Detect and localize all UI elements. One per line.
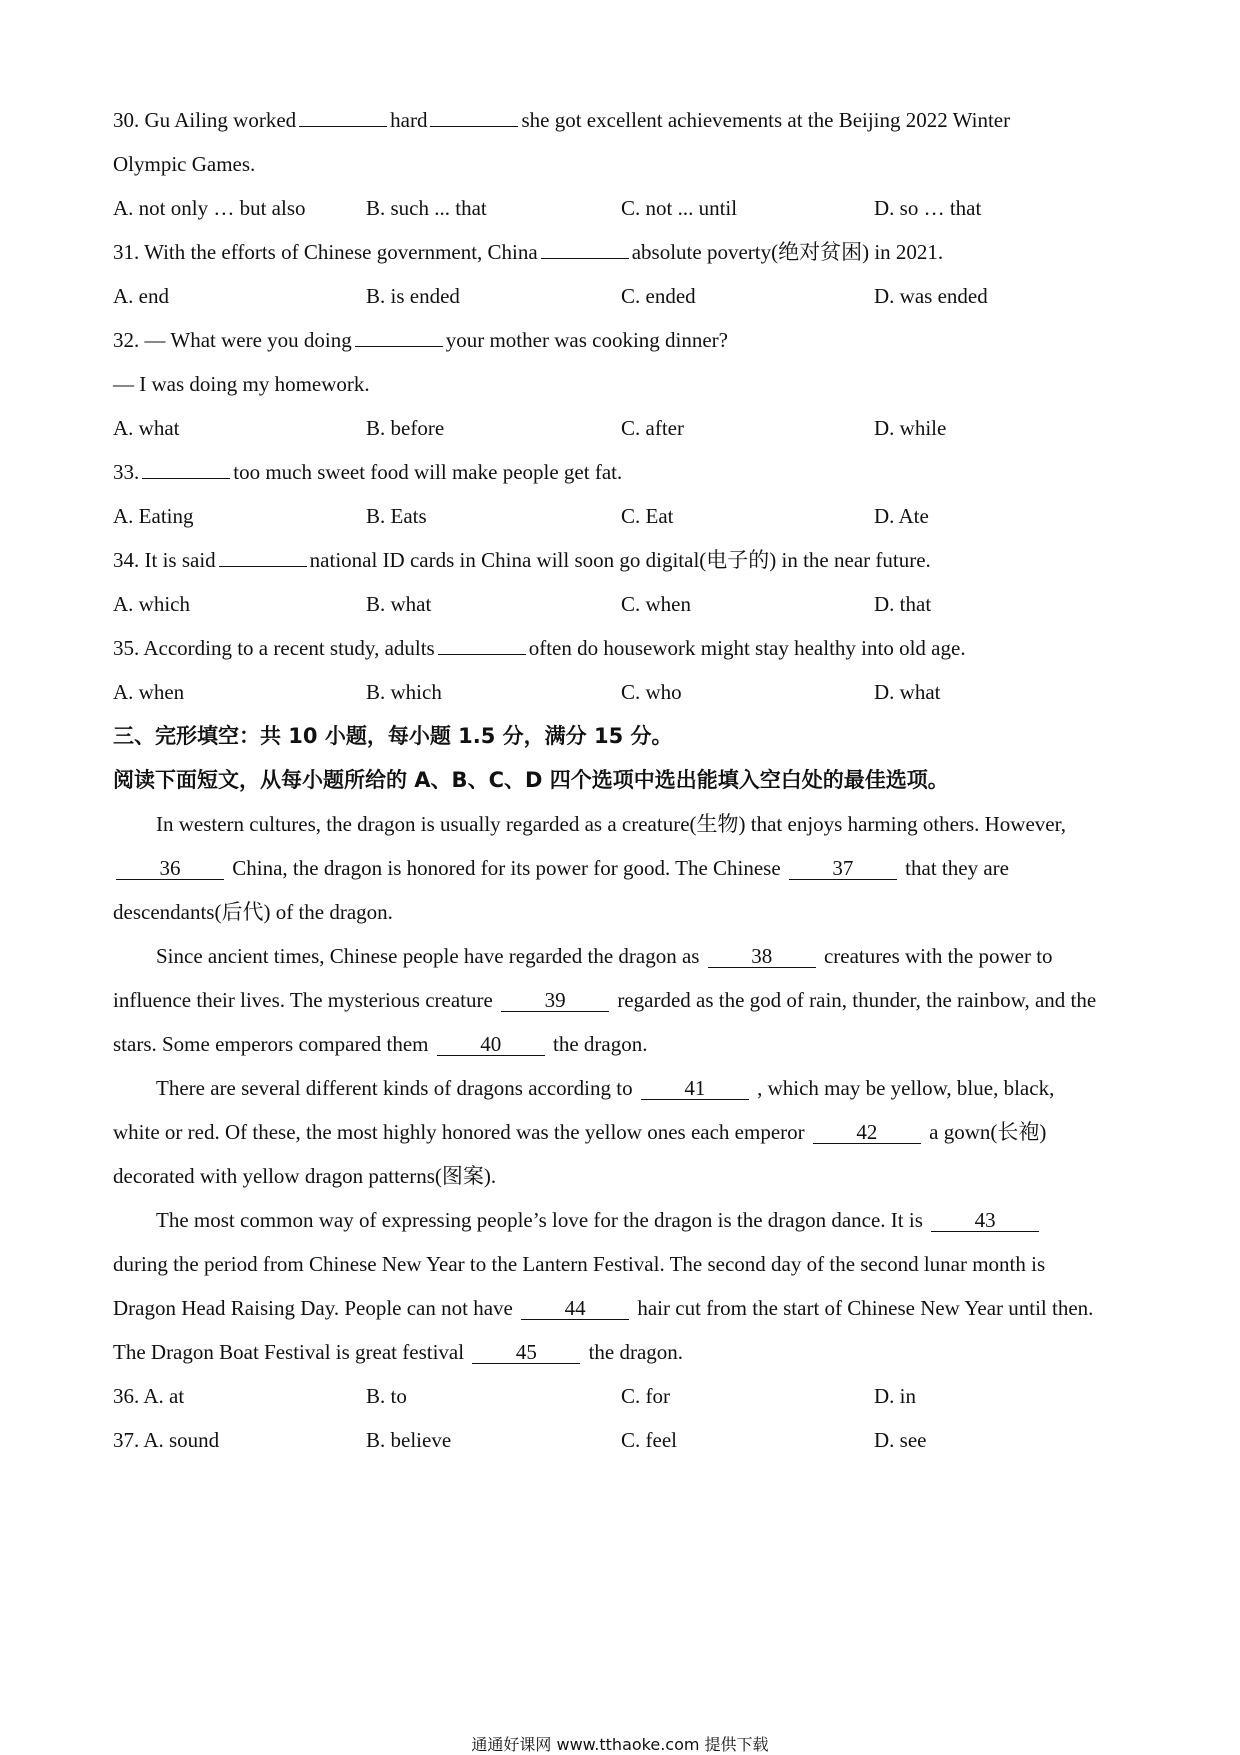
- numbered-blank: 38: [708, 945, 816, 968]
- numbered-blank: 42: [813, 1121, 921, 1144]
- numbered-blank: 44: [521, 1297, 629, 1320]
- option-d: D. see: [874, 1428, 927, 1452]
- passage-line: The Dragon Boat Festival is great festival 45 the dragon.: [113, 1340, 684, 1364]
- page-footer: 通通好课网 www.tthaoke.com 提供下载: [471, 1735, 769, 1754]
- option-a: 36. A. at: [113, 1384, 185, 1408]
- option-b: B. what: [366, 592, 432, 616]
- question-31-stem: 31. With the efforts of Chinese government, China absolute poverty(绝对贫困) in 2021.: [113, 240, 944, 264]
- passage-line: decorated with yellow dragon patterns(图案).: [113, 1164, 497, 1188]
- answer-blank: [438, 636, 526, 655]
- option-d: D. while: [874, 416, 947, 440]
- answer-blank: [355, 328, 443, 347]
- option-b: B. before: [366, 416, 445, 440]
- passage-line: white or red. Of these, the most highly honored was the yellow ones each emperor 42 a gown(长袍): [113, 1120, 1047, 1144]
- option-a: A. when: [113, 680, 185, 704]
- option-b: B. believe: [366, 1428, 452, 1452]
- option-a: A. Eating: [113, 504, 194, 528]
- option-a: A. which: [113, 592, 190, 616]
- option-c: C. feel: [621, 1428, 677, 1452]
- numbered-blank: 45: [472, 1341, 580, 1364]
- numbered-blank: 39: [501, 989, 609, 1012]
- option-b: B. to: [366, 1384, 407, 1408]
- answer-blank: [541, 240, 629, 259]
- numbered-blank: 41: [641, 1077, 749, 1100]
- option-a: A. what: [113, 416, 180, 440]
- passage-line: stars. Some emperors compared them 40 the dragon.: [113, 1032, 648, 1056]
- option-a: A. end: [113, 284, 169, 308]
- option-c: C. for: [621, 1384, 670, 1408]
- passage-line: influence their lives. The mysterious creature 39 regarded as the god of rain, thunder, the rainbow, and the: [113, 988, 1097, 1012]
- option-c: C. Eat: [621, 504, 674, 528]
- question-30-stem-cont: Olympic Games.: [113, 152, 256, 176]
- passage-line: descendants(后代) of the dragon.: [113, 900, 393, 924]
- option-d: D. Ate: [874, 504, 929, 528]
- option-a: A. not only … but also: [113, 196, 306, 220]
- passage-line: There are several different kinds of dragons according to 41 , which may be yellow, blue, black,: [156, 1076, 1055, 1100]
- answer-blank: [299, 108, 387, 127]
- passage-line: The most common way of expressing people’s love for the dragon is the dragon dance. It is 43: [156, 1206, 1140, 1234]
- question-35-stem: 35. According to a recent study, adults often do housework might stay healthy into old age.: [113, 636, 966, 660]
- answer-blank: [219, 548, 307, 567]
- answer-blank: [430, 108, 518, 127]
- option-d: D. so … that: [874, 196, 982, 220]
- option-b: B. which: [366, 680, 442, 704]
- question-32-stem: 32. — What were you doing your mother was cooking dinner?: [113, 328, 728, 352]
- option-d: D. was ended: [874, 284, 988, 308]
- question-30-stem: 30. Gu Ailing worked hard she got excellent achievements at the Beijing 2022 Winter: [113, 108, 1011, 132]
- option-d: D. in: [874, 1384, 916, 1408]
- question-32-reply: — I was doing my homework.: [113, 372, 370, 396]
- passage-line: 36 China, the dragon is honored for its power for good. The Chinese 37 that they are: [113, 854, 1140, 882]
- option-c: C. not ... until: [621, 196, 738, 220]
- numbered-blank: 37: [789, 857, 897, 880]
- numbered-blank: 36: [116, 857, 224, 880]
- option-b: B. is ended: [366, 284, 460, 308]
- option-b: B. Eats: [366, 504, 427, 528]
- section-title: 三、完形填空：共 10 小题，每小题 1.5 分，满分 15 分。: [113, 724, 673, 748]
- option-c: C. after: [621, 416, 684, 440]
- question-34-stem: 34. It is said national ID cards in China will soon go digital(电子的) in the near future.: [113, 548, 931, 572]
- option-d: D. that: [874, 592, 932, 616]
- answer-blank: [142, 460, 230, 479]
- option-c: C. who: [621, 680, 682, 704]
- passage-line: Since ancient times, Chinese people have regarded the dragon as 38 creatures with the power to: [156, 944, 1053, 968]
- question-33-stem: 33. too much sweet food will make people get fat.: [113, 460, 623, 484]
- numbered-blank: 40: [437, 1033, 545, 1056]
- option-b: B. such ... that: [366, 196, 487, 220]
- numbered-blank: 43: [931, 1209, 1039, 1232]
- passage-line: In western cultures, the dragon is usually regarded as a creature(生物) that enjoys harming others. However,: [156, 812, 1067, 836]
- option-d: D. what: [874, 680, 941, 704]
- option-a: 37. A. sound: [113, 1428, 220, 1452]
- passage-line: Dragon Head Raising Day. People can not have 44 hair cut from the start of Chinese New Year until then.: [113, 1296, 1094, 1320]
- option-c: C. ended: [621, 284, 696, 308]
- section-instruction: 阅读下面短文，从每小题所给的 A、B、C、D 四个选项中选出能填入空白处的最佳选项。: [113, 768, 949, 792]
- passage-line: during the period from Chinese New Year to the Lantern Festival. The second day of the second lunar month is: [113, 1252, 1046, 1276]
- option-c: C. when: [621, 592, 691, 616]
